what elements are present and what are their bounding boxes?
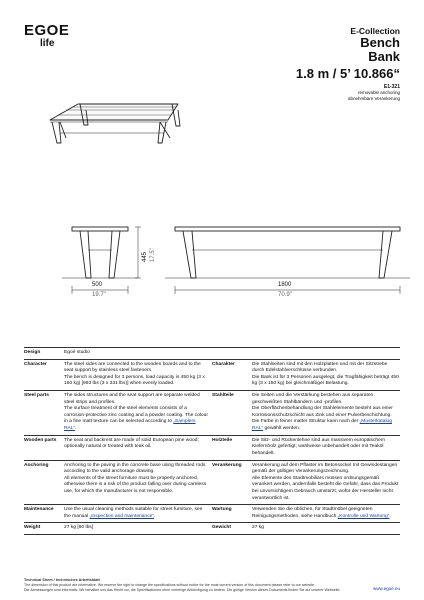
brand-sub: life [40, 38, 55, 49]
brand-name: EGOE [24, 22, 70, 39]
spec-text: Die Oberflächenbehandlung der Stahlelemente besteht aus einer Korrosionsschutzschicht aus Zink und einer Pulverbeschichtung. Die Farbe in feiner matter Struktur kann nach der „Musterkatalog RAL“ gewählt werden. [252, 406, 393, 432]
spec-label-en: Wooden parts [24, 437, 57, 443]
spec-text-de [252, 393, 400, 433]
note-de: abnehmbare Verankerung [347, 96, 400, 102]
spec-row [24, 504, 400, 522]
spec-text: The sides structures and the seat support are separate welded steel strips and profiles. [64, 393, 200, 405]
catalog-link[interactable]: „Musterkatalog RAL“ [252, 419, 393, 432]
length-in-label: 70.9" [278, 292, 292, 298]
spec-label-de: Gewicht [212, 525, 232, 531]
catalog-link[interactable]: „Inspection and maintenance“ [89, 513, 154, 519]
spec-text-de [252, 350, 400, 357]
spec-text: Verwenden Sie die üblichen, für Stadtmöbel geeigneten Reinigungsmethoden, siehe Handbuch „Kontrolle und Wartung“. [252, 507, 391, 519]
spec-row [24, 347, 400, 359]
spec-text: All elements of the street furniture must be properly anchored, otherwise there is a risk of the product falling over during careless use, for which the manufacturer is not responsible. [64, 475, 207, 494]
length-mm-label: 1800 [278, 282, 292, 288]
footer-heading: Technical Sheet / technisches Arbeitsblatt [24, 578, 100, 582]
spec-label-de: Verankerung [212, 462, 242, 468]
spec-text-en [64, 507, 212, 520]
spec-label-en: Steel parts [24, 393, 50, 399]
height-mm-label: 445 [142, 251, 148, 262]
product-code: E1-321 [383, 84, 400, 91]
spec-text-de [252, 438, 400, 458]
spec-row [24, 390, 400, 435]
spec-text: The seat and backrest are made of solid European pine wood; optionally natural or treated with teak oil. [64, 437, 199, 450]
catalog-link[interactable]: „Samplers RAL“ [64, 419, 196, 432]
note-en: removable anchoring [357, 90, 400, 96]
spec-text: The steel sides are connected to the wooden boards and to the seat support by stainless steel fasteners. [64, 361, 201, 374]
spec-text: 27 kg [60 lbs] [64, 525, 94, 531]
spec-text: Die Stahlseiten sind mit den Holzplatten und mit der Sitzstrebe durch Edelstahlverschlüsse verbunden. [252, 361, 388, 374]
spec-text-en [64, 393, 212, 433]
spec-row [24, 522, 400, 535]
spec-label-en: Character [24, 361, 47, 367]
footer-disclaimer-de: Die Abmessungen sind informativ. Wir behalten uns das Recht vor, die Spezifikationen ohne vorherige Ankündigung zu ändern. Die gültige Version dieses Dokuments finden Sie auf unserer Webseite. [24, 587, 341, 592]
spec-label-de: Stahlteile [212, 393, 234, 399]
product-size: 1.8 m / 5’ 10.866“ [295, 66, 400, 82]
spec-text-en [64, 362, 212, 388]
spec-text-en [64, 438, 212, 458]
collection-name: E-Collection [350, 26, 400, 36]
footer [24, 578, 400, 593]
spec-text: 27 kg [252, 525, 264, 531]
spec-text-en [64, 463, 212, 503]
width-mm-label: 500 [92, 282, 103, 288]
height-in-label: 17.5" [150, 248, 156, 262]
spec-label-en: Weight [24, 525, 41, 531]
spec-label-de: Wartung [212, 507, 232, 513]
product-title-de: Bank [368, 48, 400, 64]
spec-text: The surface treatment of the steel elements consists of a corrosion-protective zinc coating and a powder coating. The colour in a fine matt texture can be selected according to „Samplers RAL“. [64, 406, 208, 432]
spec-label-en: Design [24, 350, 41, 355]
footer-disclaimer-en: The dimension of this product are informative. We reserve the right to change the specifications without notice for the most current version of this document please refer to our website. [24, 583, 315, 588]
spec-label-en: Anchoring [24, 462, 49, 468]
spec-label-de: Charakter [212, 361, 235, 367]
spec-text-en [64, 525, 212, 532]
spec-table [24, 347, 400, 535]
spec-text-de [252, 525, 400, 532]
spec-text-de [252, 507, 400, 520]
product-title-en: Bench [360, 35, 400, 50]
spec-text-de [252, 362, 400, 388]
spec-row [24, 359, 400, 390]
spec-text: Use the usual cleaning methods suitable for street furniture, see the manual „Inspection and maintenance“. [64, 507, 203, 519]
bench-perspective-drawing [50, 104, 180, 143]
width-in-label: 19.7" [92, 292, 106, 298]
spec-row [24, 460, 400, 505]
spec-text: Alle Elemente des Stadtmobiliars müssen ordnungsgemäß verankert werden, andernfalls besteht die Gefahr, dass das Produkt bei unvorsichtigem Gebrauch umstürzt, wofür der Hersteller nicht verantwortlich ist. [252, 475, 399, 501]
spec-row [24, 435, 400, 460]
catalog-link[interactable]: „Kontrolle und Wartung“ [337, 513, 390, 519]
website-link[interactable]: www.egoe.eu [372, 586, 400, 591]
spec-text: Verankerung auf dem Pflaster im Betonsockel mit Gewindestangen gemäß der gültigen Verankerungszeichnung. [252, 462, 398, 475]
spec-text-en [64, 350, 212, 357]
spec-text: Anchoring to the paving in the concrete base using threaded rods according to the valid anchorage drawing. [64, 462, 206, 475]
spec-text: Die Bank ist für 3 Personen ausgelegt, die Tragfähigkeit beträgt 450 kg (3 x 150 kg) bei gleichmäßiger Belastung. [252, 374, 399, 387]
spec-text-de [252, 463, 400, 503]
spec-text: The bench is designed for 3 persons, load capacity is 450 kg (3 x 150 kg) [993 lbs (3 x 331 lbs)] when evenly loaded. [64, 374, 205, 387]
spec-text: Die Seiten und die Verstärkung bestehen aus separaten geschweißten Stahlbändern und -profilen. [252, 393, 374, 405]
spec-label-de [212, 350, 252, 357]
spec-label-en: Maintenance [24, 507, 54, 513]
spec-text: Die Sitz- und Rückenlehne sind aus massivem europäischem Kiefernholz gefertigt; wahlweise unbehandelt oder mit Teaköl behandelt. [252, 437, 385, 456]
spec-text: Egoé studio [64, 350, 90, 355]
spec-label-de: Holzteile [212, 437, 233, 443]
